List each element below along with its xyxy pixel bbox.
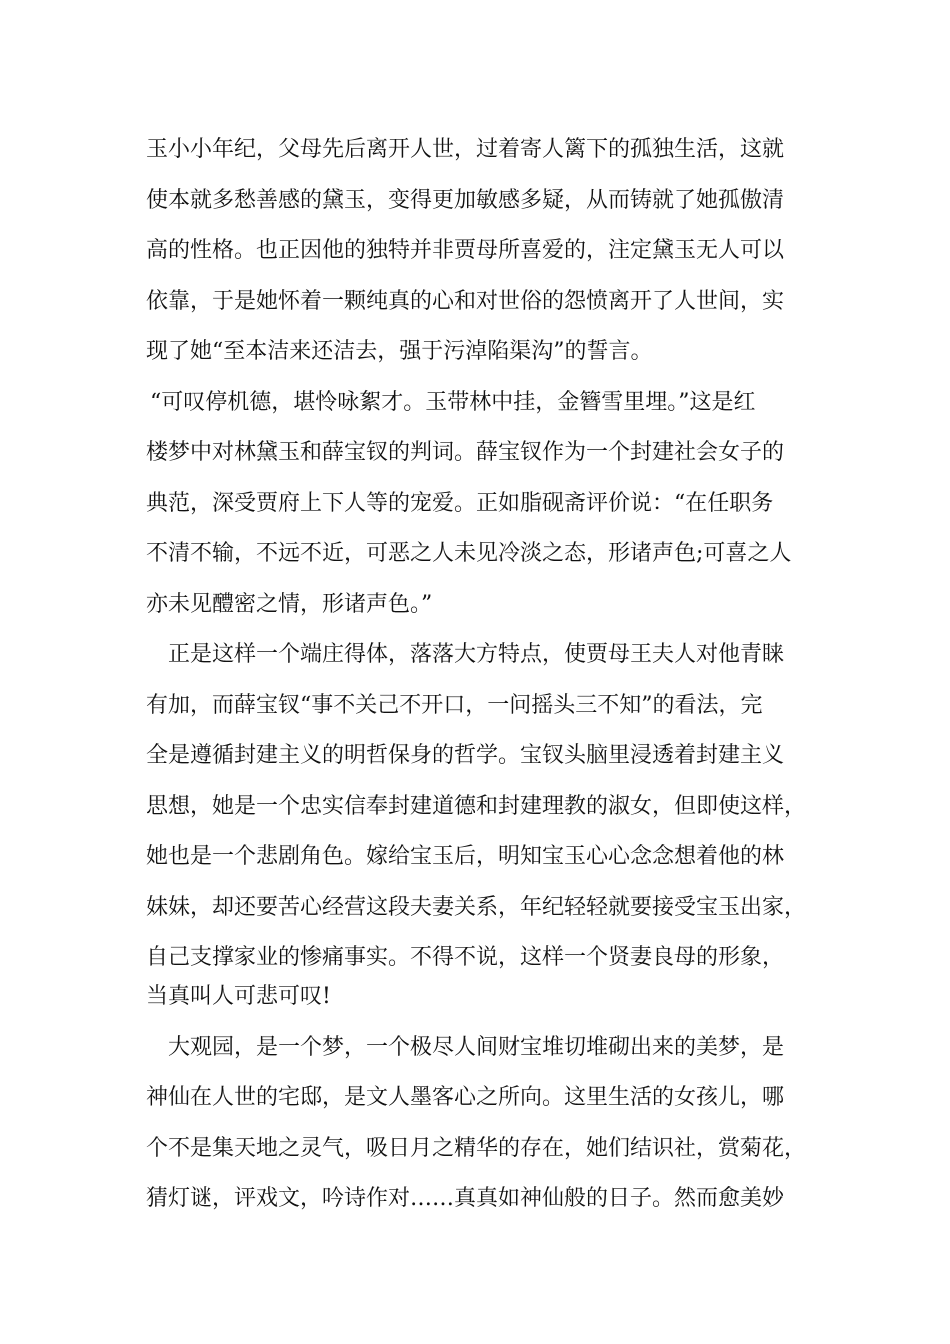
text-line: 大观园，是一个梦，一个极尽人间财宝堆切堆砌出来的美梦，是 bbox=[168, 1035, 785, 1060]
text-line: 个不是集天地之灵气，吸日月之精华的存在，她们结识社，赏菊花， bbox=[146, 1136, 807, 1161]
text-line: 正是这样一个端庄得体，落落大方特点，使贾母王夫人对他青睐 bbox=[168, 642, 785, 667]
text-line: 全是遵循封建主义的明哲保身的哲学。宝钗头脑里浸透着封建主义 bbox=[146, 743, 785, 768]
text-line: 猜灯谜，评戏文，吟诗作对……真真如神仙般的日子。然而愈美妙 bbox=[146, 1186, 785, 1211]
text-line: 有加，而薛宝钗“事不关己不开口，一问摇头三不知”的看法，完 bbox=[146, 693, 763, 718]
text-line: 依靠，于是她怀着一颗纯真的心和对世俗的怨愤离开了人世间，实 bbox=[146, 289, 785, 314]
text-line: 典范，深受贾府上下人等的宠爱。正如脂砚斋评价说：“在任职务 bbox=[146, 491, 774, 516]
text-line: 当真叫人可悲可叹! bbox=[146, 984, 331, 1009]
text-line: 自己支撑家业的惨痛事实。不得不说，这样一个贤妻良母的形象， bbox=[146, 945, 785, 970]
text-line: 妹妹，却还要苦心经营这段夫妻关系，年纪轻轻就要接受宝玉出家， bbox=[146, 895, 807, 920]
text-line: 高的性格。也正因他的独特并非贾母所喜爱的，注定黛玉无人可以 bbox=[146, 238, 785, 263]
text-line: 玉小小年纪，父母先后离开人世，过着寄人篱下的孤独生活，这就 bbox=[146, 137, 785, 162]
text-line: 思想，她是一个忠实信奉封建道德和封建理教的淑女，但即使这样， bbox=[146, 794, 807, 819]
text-line: 亦未见醴密之情，形诸声色。” bbox=[146, 592, 433, 617]
text-line: 神仙在人世的宅邸，是文人墨客心之所向。这里生活的女孩儿，哪 bbox=[146, 1085, 785, 1110]
text-line: 不清不输，不远不近，可恶之人未见冷淡之态，形诸声色;可喜之人 bbox=[146, 541, 792, 566]
text-line: “可叹停机德，堪怜咏絮才。玉带林中挂，金簪雪里埋。”这是红 bbox=[150, 390, 756, 415]
text-line: 现了她“至本洁来还洁去，强于污淖陷渠沟”的誓言。 bbox=[146, 339, 653, 364]
text-line: 使本就多愁善感的黛玉，变得更加敏感多疑，从而铸就了她孤傲清 bbox=[146, 188, 785, 213]
text-line: 她也是一个悲剧角色。嫁给宝玉后，明知宝玉心心念念想着他的林 bbox=[146, 844, 785, 869]
text-line: 楼梦中对林黛玉和薛宝钗的判词。薛宝钗作为一个封建社会女子的 bbox=[146, 440, 785, 465]
